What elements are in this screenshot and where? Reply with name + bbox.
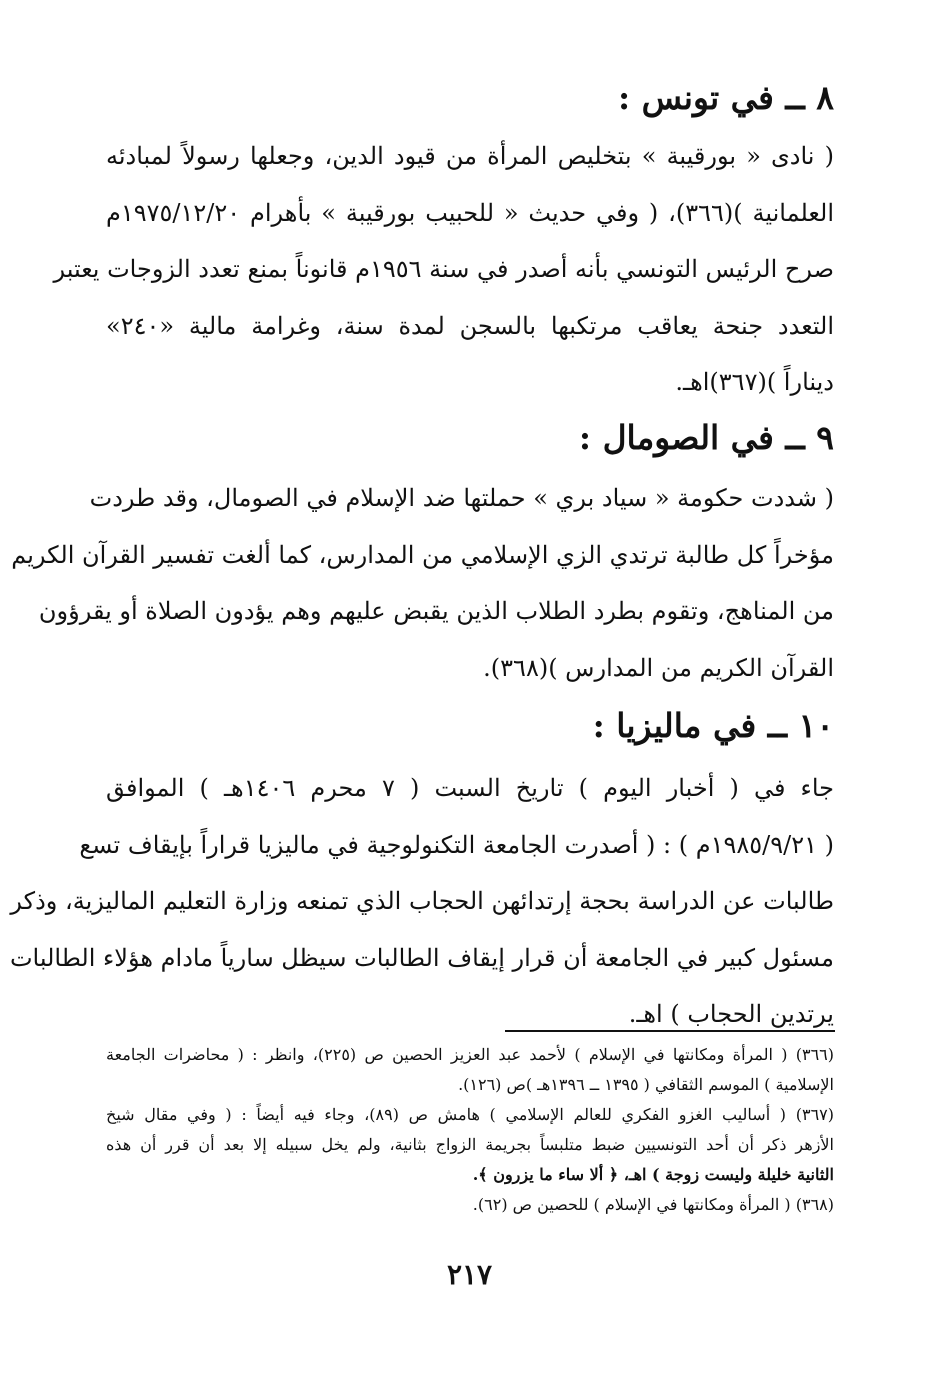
footnote-367 — [106, 1100, 834, 1190]
paragraph-line: مسئول كبير في الجامعة أن قرار إيقاف الطالبات سيظل سارياً مادام هؤلاء الطالبات — [9, 943, 834, 972]
paragraph-line: مؤخراً كل طالبة ترتدي الزي الإسلامي من المدارس، كما ألغت تفسير القرآن الكريم — [11, 540, 834, 569]
footnote-366 — [106, 1040, 834, 1100]
footnote-line: الثانية خليلة وليست زوجة ) اهـ، ﴿ ألا ساء ما يزرون ﴾. — [472, 1165, 834, 1184]
section-paragraph-tunisia — [53, 128, 834, 411]
footnote-368 — [106, 1190, 834, 1220]
paragraph-line: طالبات عن الدراسة بحجة إرتدائهن الحجاب الذي تمنعه وزارة التعليم الماليزية، وذكر — [10, 887, 834, 915]
paragraph-line: جاء في ( أخبار اليوم ) تاريخ السبت ( ٧ محرم ١٤٠٦هـ ) الموافق — [106, 774, 834, 802]
paragraph-line: صرح الرئيس التونسي بأنه أصدر في سنة ١٩٥٦م قانوناً بمنع تعدد الزوجات يعتبر — [53, 255, 834, 283]
paragraph-line: ( ١٩٨٥/٩/٢١م ) : ( أصدرت الجامعة التكنولوجية في ماليزيا قراراً بإيقاف تسع — [79, 830, 834, 859]
paragraph-line: ديناراً )(٣٦٧)اهـ. — [675, 368, 834, 396]
section-heading-tunisia: ٨ ــ في تونس : — [618, 78, 834, 117]
paragraph-line: من المناهج، وتقوم بطرد الطلاب الذين يقبض عليهم وهم يؤدون الصلاة أو يقرؤون — [38, 597, 834, 625]
paragraph-line: القرآن الكريم من المدارس )(٣٦٨). — [483, 653, 834, 682]
footnote-divider — [505, 1030, 835, 1032]
section-paragraph-somalia — [11, 470, 834, 696]
section-paragraph-malaysia — [9, 760, 834, 1043]
footnote-line: (٣٦٨) ( المرأة ومكانتها في الإسلام ) للحصين ص (٦٢). — [472, 1195, 834, 1214]
footnote-line: (٣٦٧) ( أساليب الغزو الفكري للعالم الإسلامي ) هامش ص (٨٩)، وجاء فيه أيضاً : ( وفي مقال شيخ — [106, 1105, 834, 1124]
section-heading-somalia: ٩ ــ في الصومال : — [578, 418, 834, 457]
footnote-line: الإسلامية ) الموسم الثقافي ( ١٣٩٥ ــ ١٣٩٦هـ )ص (١٢٦). — [458, 1075, 834, 1094]
paragraph-line: العلمانية )(٣٦٦)، ( وفي حديث « للحبيب بورقيبة » بأهرام ١٩٧٥/١٢/٢٠م — [106, 198, 834, 227]
footnotes — [106, 1040, 834, 1220]
footnote-line: الأزهر ذكر أن أحد التونسيين ضبط متلبساً بجريمة الزواج بثانية، ولم يخل سبيله إلا بعد أن قرر أن هذه — [106, 1135, 834, 1154]
paragraph-line: التعدد جنحة يعاقب مرتكبها بالسجن لمدة سنة، وغرامة مالية «٢٤٠» — [106, 311, 834, 340]
page-number: ٢١٧ — [446, 1258, 493, 1291]
section-heading-malaysia: ١٠ ــ في ماليزيا : — [592, 706, 834, 745]
paragraph-line: ( نادى « بورقيبة » بتخليص المرأة من قيود الدين، وجعلها رسولاً لمبادئه — [106, 142, 834, 170]
paragraph-line: ( شددت حكومة « سياد بري » حملتها ضد الإسلام في الصومال، وقد طردت — [89, 484, 834, 512]
footnote-line: (٣٦٦) ( المرأة ومكانتها في الإسلام ) لأحمد عبد العزيز الحصين ص (٢٢٥)، وانظر : ( محاضرات الجامعة — [106, 1045, 834, 1064]
paragraph-line: يرتدين الحجاب ) اهـ. — [628, 1000, 834, 1028]
